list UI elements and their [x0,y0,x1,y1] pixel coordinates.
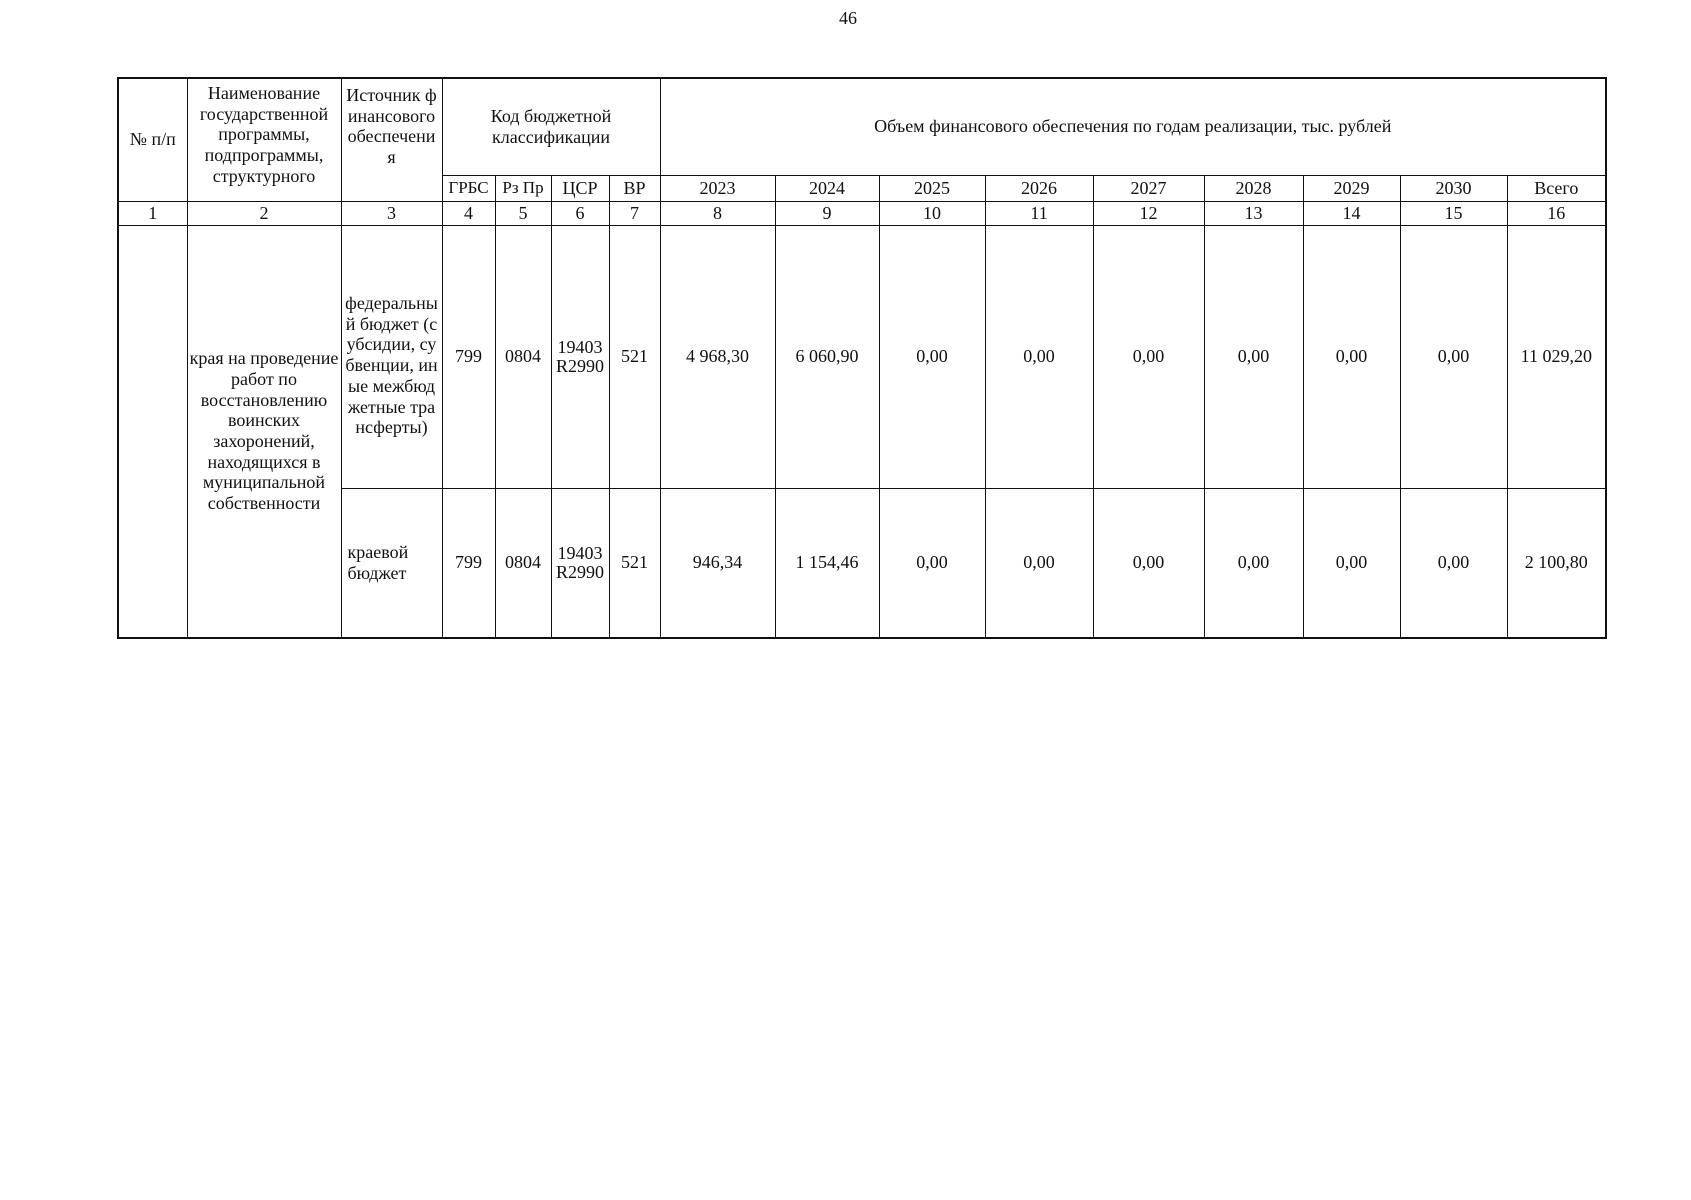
value-cell-2029: 0,00 [1303,225,1400,488]
header-rzpr: Рз Пр [495,175,551,201]
column-number: 13 [1204,201,1303,225]
column-number: 12 [1093,201,1204,225]
header-grbs: ГРБС [442,175,495,201]
column-number: 9 [775,201,879,225]
value-cell-2024: 1 154,46 [775,488,879,638]
value-cell-2028: 0,00 [1204,225,1303,488]
column-number: 14 [1303,201,1400,225]
header-year-2030: 2030 [1400,175,1507,201]
csr-line: R2990 [555,561,604,582]
header-year-2027: 2027 [1093,175,1204,201]
value-cell-total: 2 100,80 [1507,488,1606,638]
header-vr: ВР [609,175,660,201]
header-row-main [118,78,1606,175]
value-cell-2030: 0,00 [1400,225,1507,488]
csr-line: 19403 [557,542,603,563]
header-code-group: Код бюджетной классификации [442,78,660,175]
header-volume-group: Объем финансового обеспечения по годам реализации, тыс. рублей [660,78,1606,175]
header-num: № п/п [118,78,187,201]
column-number: 4 [442,201,495,225]
column-number: 1 [118,201,187,225]
column-number: 8 [660,201,775,225]
header-year-2026: 2026 [985,175,1093,201]
value-cell-2029: 0,00 [1303,488,1400,638]
table-row-federal [118,225,1606,488]
page-number: 46 [839,8,857,28]
table-row-regional [118,488,1606,638]
rzpr-cell: 0804 [495,225,551,488]
vr-cell: 521 [609,225,660,488]
value-cell-2026: 0,00 [985,488,1093,638]
csr-line: 19403 [557,336,603,357]
value-cell-2023: 4 968,30 [660,225,775,488]
value-cell-2023: 946,34 [660,488,775,638]
column-number-row [118,201,1606,225]
grbs-cell: 799 [442,488,495,638]
column-number: 2 [187,201,341,225]
budget-table [117,77,1607,639]
value-cell-total: 11 029,20 [1507,225,1606,488]
header-year-2025: 2025 [879,175,985,201]
value-cell-2025: 0,00 [879,488,985,638]
value-cell-2026: 0,00 [985,225,1093,488]
csr-line: R2990 [555,355,604,376]
csr-cell [551,225,609,488]
column-number: 10 [879,201,985,225]
vr-cell: 521 [609,488,660,638]
source-cell: федеральный бюджет (субсидии, субвенции, иные межбюджетные трансферты) [341,225,442,488]
value-cell-2028: 0,00 [1204,488,1303,638]
header-csr: ЦСР [551,175,609,201]
column-number: 16 [1507,201,1606,225]
source-cell: краевой бюджет [341,488,442,638]
header-year-2024: 2024 [775,175,879,201]
program-name-cell: края на проведение работ по восстановлению воинских захоронений, находящихся в муниципальной собственности [187,225,341,638]
column-number: 5 [495,201,551,225]
rzpr-cell: 0804 [495,488,551,638]
row-number-cell [118,225,187,638]
header-year-2023: 2023 [660,175,775,201]
column-number: 6 [551,201,609,225]
grbs-cell: 799 [442,225,495,488]
value-cell-2030: 0,00 [1400,488,1507,638]
header-name: Наименование государственной программы, подпрограммы, структурного [187,78,341,201]
csr-cell [551,488,609,638]
value-cell-2024: 6 060,90 [775,225,879,488]
column-number: 11 [985,201,1093,225]
value-cell-2025: 0,00 [879,225,985,488]
column-number: 15 [1400,201,1507,225]
header-source: Источник финансового обеспечения [341,78,442,201]
header-total: Всего [1507,175,1606,201]
column-number: 7 [609,201,660,225]
value-cell-2027: 0,00 [1093,488,1204,638]
header-year-2028: 2028 [1204,175,1303,201]
column-number: 3 [341,201,442,225]
value-cell-2027: 0,00 [1093,225,1204,488]
header-year-2029: 2029 [1303,175,1400,201]
